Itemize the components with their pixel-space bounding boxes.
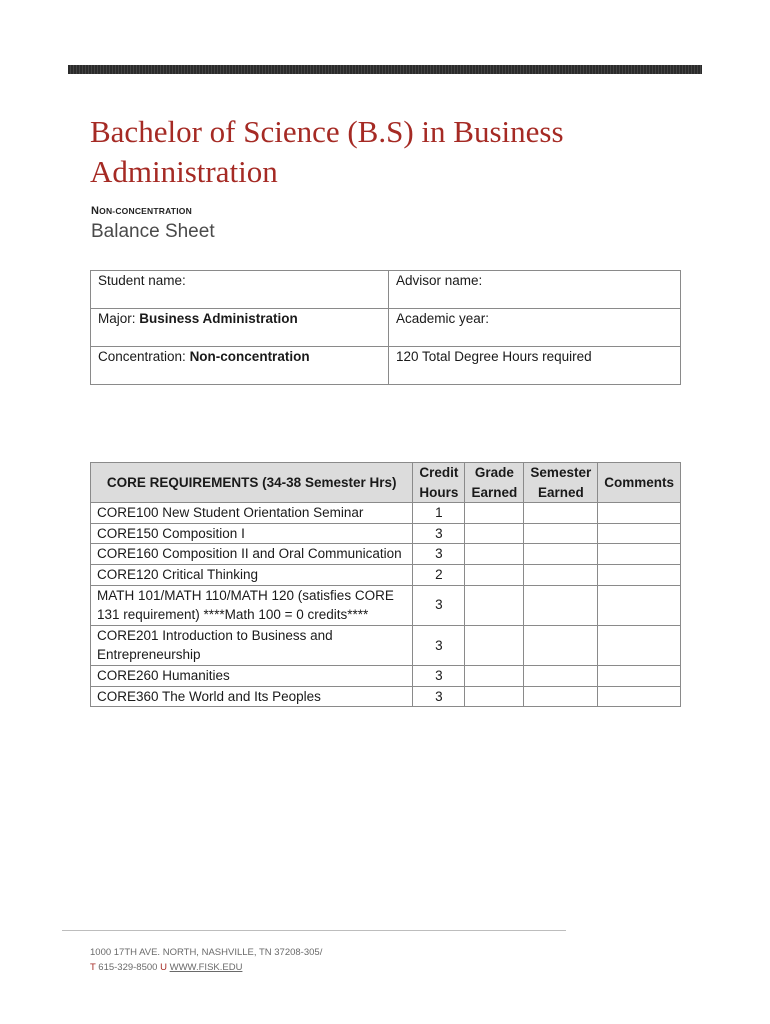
major-field [91,309,389,347]
total-hours-text: 120 Total Degree Hours required [396,349,592,364]
grade-earned-cell[interactable] [465,564,524,585]
comments-cell[interactable] [598,686,681,707]
credit-hours-cell: 3 [413,686,465,707]
advisor-name-field[interactable] [389,271,681,309]
credit-hours-header: Credit Hours [413,463,465,503]
semester-earned-cell[interactable] [524,665,598,686]
semester-earned-cell[interactable] [524,686,598,707]
semester-earned-cell[interactable] [524,585,598,625]
total-hours-field [389,347,681,385]
program-subtitle [91,205,192,217]
student-name-field[interactable] [91,271,389,309]
info-row [91,271,681,309]
footer-contact [90,960,322,975]
info-row [91,347,681,385]
course-row [91,585,681,625]
academic-year-field[interactable] [389,309,681,347]
advisor-name-label: Advisor name: [396,273,483,288]
comments-cell[interactable] [598,665,681,686]
comments-cell[interactable] [598,544,681,565]
semester-earned-cell[interactable] [524,625,598,665]
footer-phone: 615-329-8500 [95,962,161,973]
course-row [91,503,681,524]
credit-hours-cell: 3 [413,665,465,686]
grade-earned-cell[interactable] [465,665,524,686]
student-name-label: Student name: [98,273,186,288]
footer [90,945,322,975]
semester-earned-cell[interactable] [524,503,598,524]
course-name: MATH 101/MATH 110/MATH 120 (satisfies CORE 131 requirement) ****Math 100 = 0 credits**** [91,585,413,625]
course-name: CORE360 The World and Its Peoples [91,686,413,707]
semester-earned-cell[interactable] [524,544,598,565]
course-row [91,665,681,686]
subtitle-initial: N [91,205,100,217]
course-name: CORE260 Humanities [91,665,413,686]
concentration-field [91,347,389,385]
course-name: CORE100 New Student Orientation Seminar [91,503,413,524]
semester-earned-cell[interactable] [524,523,598,544]
subtitle-rest: ON-CONCENTRATION [99,206,192,216]
footer-address: 1000 17TH AVE. NORTH, NASHVILLE, TN 37208-305/ [90,947,323,958]
credit-hours-cell: 3 [413,523,465,544]
comments-cell[interactable] [598,523,681,544]
course-row [91,686,681,707]
grade-earned-cell[interactable] [465,503,524,524]
url-prefix: U [160,962,167,973]
comments-cell[interactable] [598,564,681,585]
core-table-body [91,503,681,707]
grade-earned-cell[interactable] [465,523,524,544]
course-name: CORE120 Critical Thinking [91,564,413,585]
header-bar [68,65,702,74]
grade-earned-cell[interactable] [465,544,524,565]
footer-divider [62,930,566,931]
info-row [91,309,681,347]
major-value: Business Administration [139,311,298,326]
core-requirements-table [90,462,681,707]
concentration-label: Concentration: [98,349,190,364]
comments-header: Comments [598,463,681,503]
comments-cell[interactable] [598,585,681,625]
comments-cell[interactable] [598,503,681,524]
semester-earned-cell[interactable] [524,564,598,585]
grade-earned-cell[interactable] [465,686,524,707]
credit-hours-cell: 3 [413,625,465,665]
footer-website-link[interactable]: WWW.FISK.EDU [169,962,243,973]
grade-earned-cell[interactable] [465,585,524,625]
requirement-header: CORE REQUIREMENTS (34-38 Semester Hrs) [91,463,413,503]
course-row [91,523,681,544]
balance-sheet-heading: Balance Sheet [91,221,215,242]
comments-cell[interactable] [598,625,681,665]
student-info-table [90,270,681,385]
grade-earned-header: Grade Earned [465,463,524,503]
credit-hours-cell: 3 [413,544,465,565]
grade-earned-cell[interactable] [465,625,524,665]
course-name: CORE201 Introduction to Business and Entrepreneurship [91,625,413,665]
core-header-row [91,463,681,503]
course-name: CORE150 Composition I [91,523,413,544]
credit-hours-cell: 2 [413,564,465,585]
course-row [91,544,681,565]
course-row [91,625,681,665]
academic-year-label: Academic year: [396,311,490,326]
course-name: CORE160 Composition II and Oral Communication [91,544,413,565]
page-title: Bachelor of Science (B.S) in Business Administration [90,114,564,189]
credit-hours-cell: 1 [413,503,465,524]
credit-hours-cell: 3 [413,585,465,625]
course-row [91,564,681,585]
semester-earned-header: Semester Earned [524,463,598,503]
major-label: Major: [98,311,140,326]
phone-prefix: T [90,962,96,973]
concentration-value: Non-concentration [189,349,310,364]
